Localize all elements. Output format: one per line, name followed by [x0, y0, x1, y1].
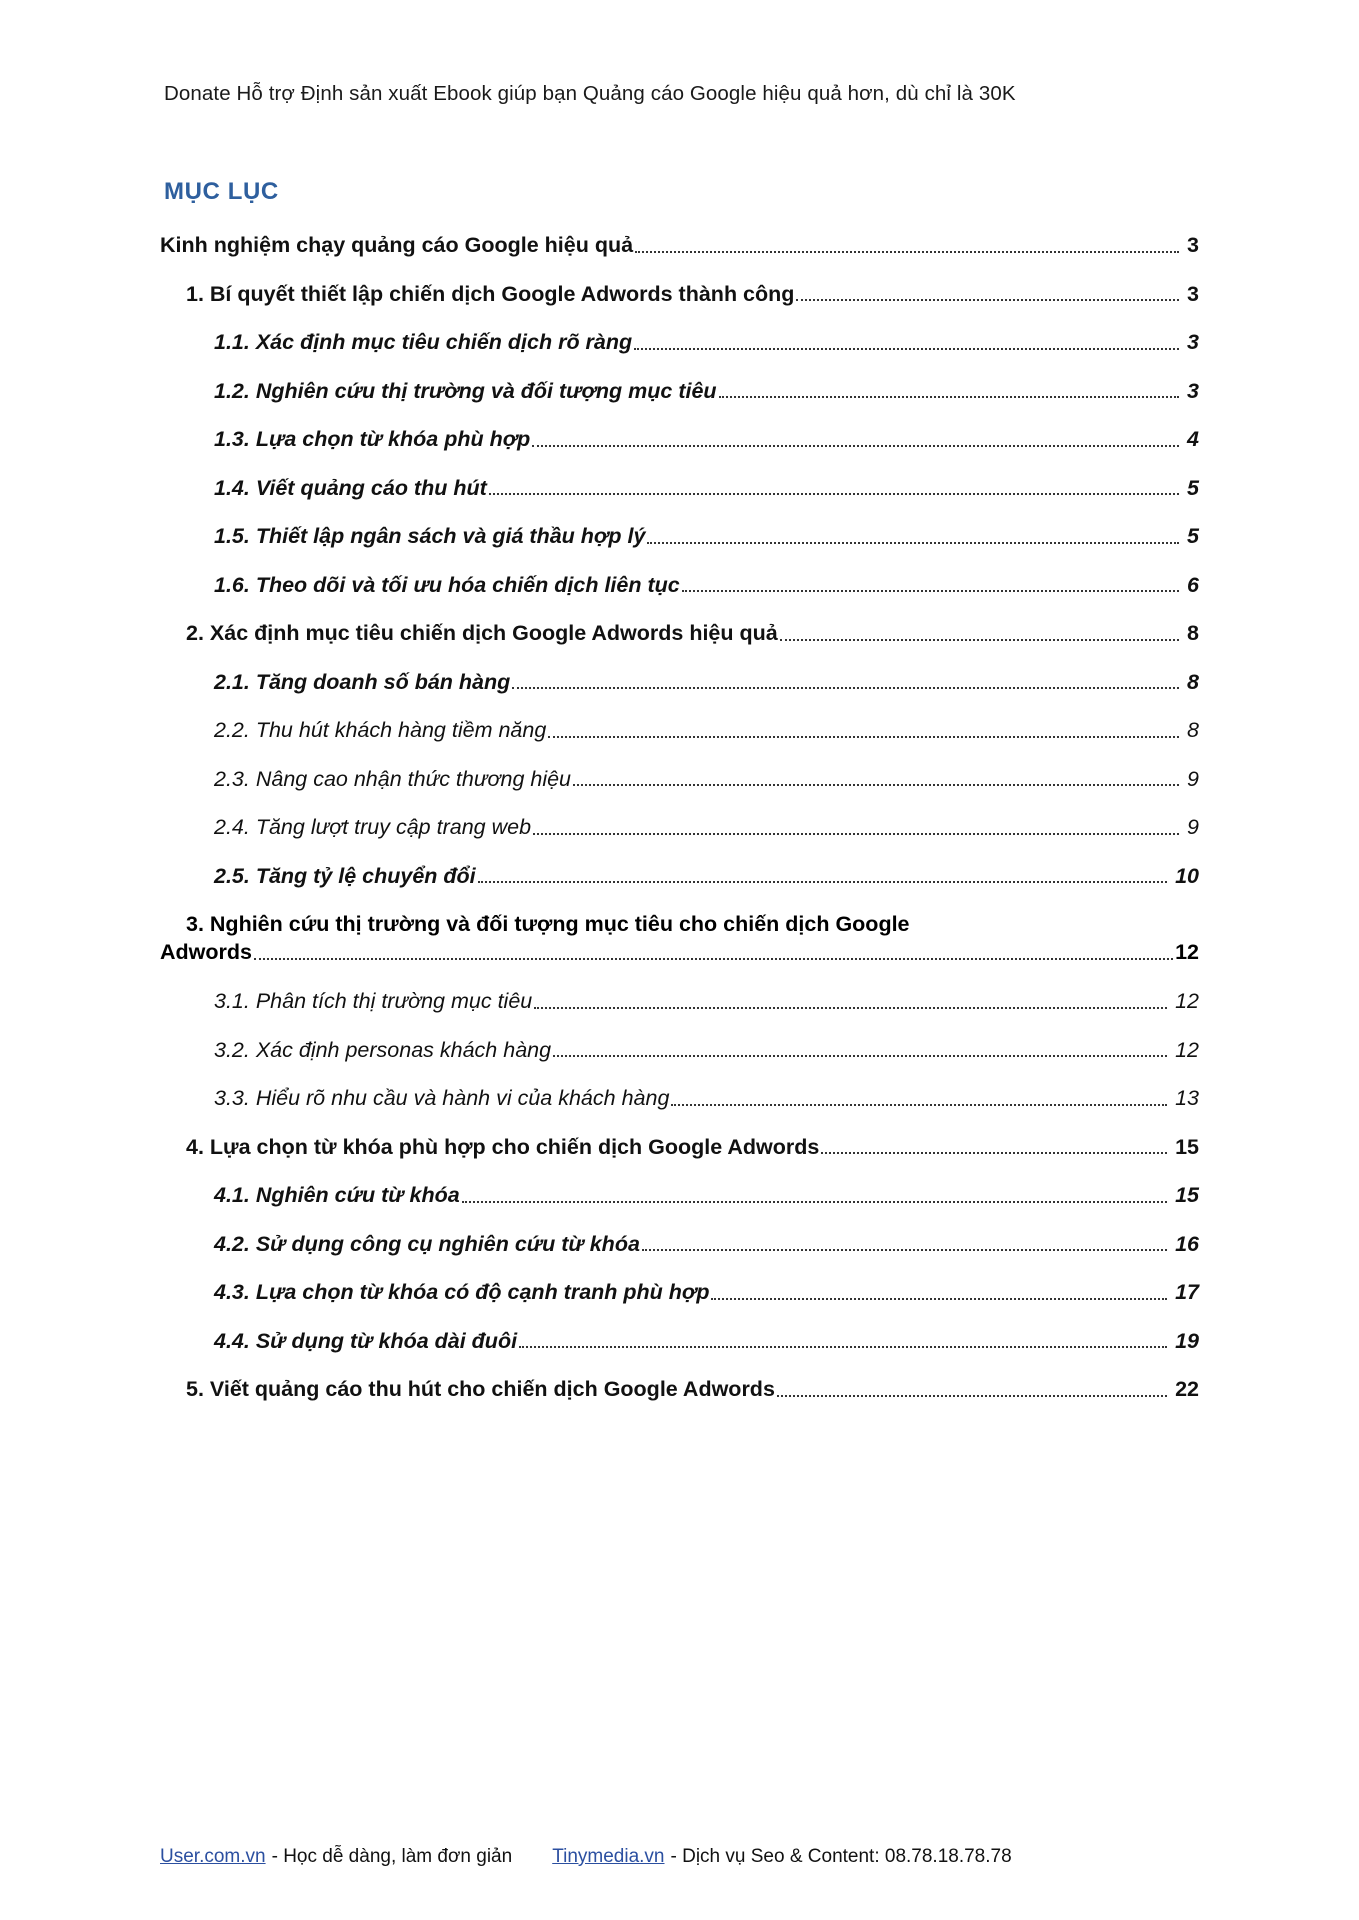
toc-leader-dots [553, 1054, 1167, 1057]
toc-entry[interactable] [214, 1085, 1199, 1113]
toc-entry-label: 2.5. Tăng tỷ lệ chuyển đổi [214, 863, 476, 888]
toc-leader-dots [519, 1345, 1167, 1348]
toc-heading: MỤC LỤC [164, 178, 279, 205]
toc-entry[interactable] [214, 1328, 1199, 1356]
toc-page-number: 12 [1175, 1037, 1199, 1062]
header-note: Donate Hỗ trợ Định sản xuất Ebook giúp bạn Quảng cáo Google hiệu quả hơn, dù chỉ là 30K [164, 82, 1016, 105]
toc-leader-dots [647, 541, 1179, 544]
toc-entry-label: 1.6. Theo dõi và tối ưu hóa chiến dịch liên tục [214, 572, 680, 597]
toc-entry[interactable] [186, 1376, 1199, 1404]
toc-entry[interactable] [214, 766, 1199, 794]
toc-entry-label: 5. Viết quảng cáo thu hút cho chiến dịch Google Adwords [186, 1377, 775, 1402]
toc-entry-label: 3. Nghiên cứu thị trường và đối tượng mục tiêu cho chiến dịch Google [186, 912, 910, 937]
toc-entry[interactable] [160, 232, 1199, 260]
toc-entry-label: 2.2. Thu hút khách hàng tiềm năng [214, 718, 547, 743]
footer-text-1: - Học dễ dàng, làm đơn giản [271, 1846, 513, 1867]
toc-entry[interactable] [160, 911, 1199, 967]
toc-page-number: 16 [1175, 1231, 1199, 1256]
toc-page-number: 3 [1187, 281, 1199, 306]
toc-entry-label: 1.3. Lựa chọn từ khóa phù hợp [214, 427, 531, 452]
toc-page-number: 9 [1187, 766, 1199, 791]
toc-leader-dots [462, 1200, 1167, 1203]
toc-entry-label: 4.3. Lựa chọn từ khóa có độ cạnh tranh phù hợp [214, 1280, 710, 1305]
toc-entry[interactable] [214, 426, 1199, 454]
toc-entry-label: 4.4. Sử dụng từ khóa dài đuôi [214, 1328, 518, 1353]
toc-entry[interactable] [214, 988, 1199, 1016]
toc-entry[interactable] [214, 717, 1199, 745]
toc-page-number: 6 [1187, 572, 1199, 597]
toc-leader-dots [573, 783, 1179, 786]
toc-leader-dots [821, 1151, 1167, 1154]
toc-page-number: 19 [1175, 1328, 1199, 1353]
toc-page-number: 10 [1175, 863, 1199, 888]
toc-entry-label: 4.1. Nghiên cứu từ khóa [214, 1183, 460, 1208]
toc-page-number: 8 [1187, 718, 1199, 743]
toc-entry-label: 4. Lựa chọn từ khóa phù hợp cho chiến dịch Google Adwords [186, 1134, 820, 1159]
toc-entry-label: 2.3. Nâng cao nhận thức thương hiệu [214, 766, 572, 791]
toc-entry[interactable] [214, 329, 1199, 357]
toc-leader-dots [532, 444, 1179, 447]
toc-entry-label: 3.2. Xác định personas khách hàng [214, 1037, 552, 1062]
toc-page-number: 9 [1187, 815, 1199, 840]
toc-entry[interactable] [214, 1231, 1199, 1259]
toc-leader-dots [634, 347, 1179, 350]
toc-page-number: 3 [1187, 330, 1199, 355]
toc-leader-dots [254, 957, 1173, 960]
toc-leader-dots [777, 1394, 1167, 1397]
toc-leader-dots [642, 1248, 1167, 1251]
page-footer [160, 1846, 1199, 1868]
toc-leader-dots [512, 686, 1179, 689]
toc-entry-label: 1. Bí quyết thiết lập chiến dịch Google Adwords thành công [186, 281, 795, 306]
toc-leader-dots [671, 1103, 1167, 1106]
toc-page-number: 12 [1175, 940, 1199, 965]
toc-leader-dots [780, 638, 1179, 641]
toc-leader-dots [478, 880, 1167, 883]
footer-link-user[interactable]: User.com.vn [160, 1846, 266, 1867]
toc-entry-label: 3.1. Phân tích thị trường mục tiêu [214, 989, 533, 1014]
toc-entry[interactable] [214, 572, 1199, 600]
toc-entry-label: 2.1. Tăng doanh số bán hàng [214, 669, 511, 694]
toc-leader-dots [635, 250, 1179, 253]
toc-page-number: 15 [1175, 1183, 1199, 1208]
toc-entry[interactable] [214, 1182, 1199, 1210]
toc-entry-label: 4.2. Sử dụng công cụ nghiên cứu từ khóa [214, 1231, 640, 1256]
toc-page-number: 8 [1187, 669, 1199, 694]
toc-page-number: 5 [1187, 524, 1199, 549]
toc-page-number: 3 [1187, 233, 1199, 257]
toc-page-number: 8 [1187, 621, 1199, 646]
toc-entry[interactable] [214, 378, 1199, 406]
toc-leader-dots [534, 1006, 1167, 1009]
toc-entry-label: Kinh nghiệm chạy quảng cáo Google hiệu quả [160, 233, 634, 257]
toc-page-number: 4 [1187, 427, 1199, 452]
toc-entry-label: 1.4. Viết quảng cáo thu hút [214, 475, 487, 500]
table-of-contents [160, 232, 1199, 1404]
toc-entry[interactable] [186, 281, 1199, 309]
toc-leader-dots [796, 298, 1179, 301]
toc-page-number: 22 [1175, 1377, 1199, 1402]
toc-entry-label: 1.5. Thiết lập ngân sách và giá thầu hợp lý [214, 524, 646, 549]
toc-entry-label: 1.2. Nghiên cứu thị trường và đối tượng mục tiêu [214, 378, 717, 403]
toc-entry[interactable] [186, 620, 1199, 648]
toc-entry-label: 1.1. Xác định mục tiêu chiến dịch rõ ràng [214, 330, 633, 355]
toc-entry[interactable] [214, 475, 1199, 503]
toc-page-number: 17 [1175, 1280, 1199, 1305]
toc-page-number: 3 [1187, 378, 1199, 403]
toc-entry[interactable] [186, 1134, 1199, 1162]
toc-entry-label: 2. Xác định mục tiêu chiến dịch Google Adwords hiệu quả [186, 621, 778, 646]
toc-leader-dots [719, 395, 1179, 398]
toc-entry-label: 2.4. Tăng lượt truy cập trang web [214, 815, 532, 840]
toc-entry[interactable] [214, 814, 1199, 842]
toc-entry[interactable] [214, 669, 1199, 697]
toc-entry[interactable] [214, 1037, 1199, 1065]
toc-entry-label: 3.3. Hiểu rõ nhu cầu và hành vi của khách hàng [214, 1086, 670, 1111]
footer-text-2: - Dịch vụ Seo & Content: 08.78.18.78.78 [670, 1846, 1012, 1867]
toc-entry[interactable] [214, 1279, 1199, 1307]
toc-page-number: 13 [1175, 1086, 1199, 1111]
toc-page-number: 15 [1175, 1134, 1199, 1159]
toc-leader-dots [548, 735, 1179, 738]
toc-leader-dots [489, 492, 1179, 495]
toc-leader-dots [711, 1297, 1167, 1300]
footer-link-tinymedia[interactable]: Tinymedia.vn [552, 1846, 665, 1867]
toc-page-number: 12 [1175, 989, 1199, 1014]
toc-leader-dots [682, 589, 1179, 592]
toc-entry[interactable] [214, 863, 1199, 891]
toc-leader-dots [533, 832, 1179, 835]
toc-entry[interactable] [214, 523, 1199, 551]
toc-entry-label-continued: Adwords [160, 940, 252, 965]
toc-page-number: 5 [1187, 475, 1199, 500]
